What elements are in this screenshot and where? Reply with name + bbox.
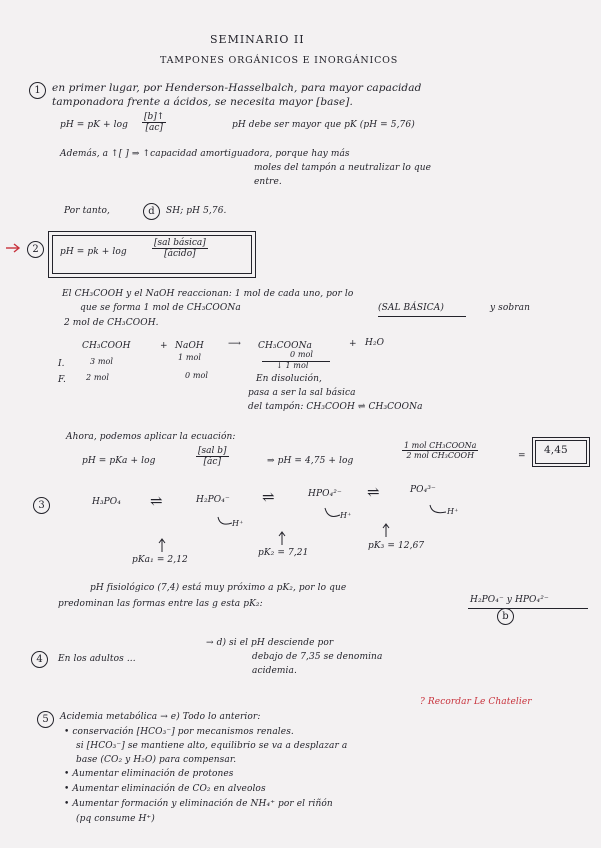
q5-bullet-4: • Aumentar formación y eliminación de NH₄⁺ por el riñón [64, 799, 333, 809]
q2-eq-equals: = [518, 451, 526, 461]
question-3-number: 3 [33, 497, 50, 514]
q4-text-3: debajo de 7,35 se denomina [252, 652, 383, 662]
q5-bullet-1b: si [HCO₃⁻] se mantiene alto, equilibrio se va a desplazar a [76, 741, 348, 751]
q2-paragraph-2a: que se forma 1 mol de CH₃COONa [80, 303, 241, 313]
q2-eq-fraction-2 [402, 441, 478, 460]
reaction-arrow: ⟶ [228, 339, 242, 349]
pka-1: pKa₁ = 2,12 [132, 555, 188, 565]
species-h2po4: H₂PO₄⁻ [196, 495, 230, 505]
q5-heading: Acidemia metabólica → e) Todo lo anterior: [60, 712, 261, 722]
q1-equation-left: pH = pK + log [60, 120, 128, 130]
q2-paragraph-2b: (SAL BÁSICA) [378, 303, 444, 313]
species-hpo4: HPO₄²⁻ [308, 489, 342, 499]
q1-ademas-2: moles del tampón a neutralizar lo que [254, 163, 432, 173]
page-subtitle: TAMPONES ORGÁNICOS E INORGÁNICOS [160, 55, 399, 66]
question-2-number: 2 [27, 241, 44, 258]
q1-line-1: en primer lugar, por Henderson-Hasselbalch, para mayor capacidad [52, 82, 422, 94]
reaction-reactant-2: NaOH [175, 341, 204, 351]
pka-3: pK₃ = 12,67 [368, 541, 425, 551]
initial-acid: 3 mol [90, 357, 114, 366]
q2-box-left: pH = pk + log [60, 247, 127, 257]
q5-bullet-3: • Aumentar eliminación de CO₂ en alveolos [64, 784, 266, 794]
final-naoh: 0 mol [185, 371, 209, 380]
dissolution-2: pasa a ser la sal básica [248, 388, 356, 398]
reaction-plus-1: + [160, 341, 168, 351]
dissolution-1: En disolución, [256, 374, 322, 384]
reaction-product-1: CH₃COONa [258, 341, 313, 351]
equilibrium-arrow-3: ⇌ [367, 483, 380, 501]
q1-fraction-denominator: [ac] [145, 123, 163, 133]
dissolution-3: del tampón: CH₃COOH ⇌ CH₃COONa [248, 402, 423, 412]
q4-text-4: acidemia. [252, 666, 297, 676]
question-4-number: 4 [31, 651, 48, 668]
q2-box-denominator: [ácido] [164, 249, 196, 259]
row-initial-label: I. [58, 359, 65, 369]
q5-bullet-1c: base (CO₂ y H₂O) para compensar. [76, 755, 237, 765]
q4-text-2: → d) si el pH desciende por [206, 638, 334, 648]
q3-answer-circle: b [497, 608, 514, 625]
q2-result: 4,45 [544, 444, 568, 456]
question-1-number: 1 [29, 82, 46, 99]
q2-eq-numerator-2: 1 mol CH₃COONa [404, 441, 477, 450]
q5-bullet-1: • conservación [HCO₃⁻] por mecanismos renales. [64, 727, 294, 737]
proton-1: H⁺ [232, 519, 244, 528]
pka-2: pK₂ = 7,21 [258, 548, 309, 558]
h-release-arrow-1 [218, 517, 232, 524]
reaction-product-2: H₂O [365, 338, 385, 348]
q1-fraction-numerator: [b]↑ [144, 112, 165, 122]
page-title: SEMINARIO II [210, 33, 305, 46]
reaction-plus-2: + [349, 339, 357, 349]
q1-por-tanto: Por tanto, [64, 206, 110, 216]
q5-bullet-2: • Aumentar eliminación de protones [64, 769, 234, 779]
final-product: ↓ 1 mol [276, 361, 309, 370]
reaction-reactant-1: CH₃COOH [82, 341, 131, 351]
q1-line-2: tamponadora frente a ácidos, se necesita mayor [base]. [52, 96, 353, 108]
q2-box-fraction [152, 238, 208, 259]
q3-line-2b: H₂PO₄⁻ y HPO₄²⁻ [470, 595, 549, 605]
q2-paragraph-1: El CH₃COOH y el NaOH reaccionan: 1 mol de cada uno, por lo [62, 289, 354, 299]
q1-answer-circle: d [143, 203, 160, 220]
proton-2: H⁺ [340, 511, 352, 520]
species-h3po4: H₃PO₄ [92, 497, 121, 507]
initial-product: 0 mol [290, 350, 314, 359]
row-final-label: F. [58, 375, 66, 385]
q2-eq-numerator-1: [sal b] [198, 446, 227, 456]
q2-box-numerator: [sal básica] [154, 238, 206, 248]
h-release-arrow-2 [325, 508, 340, 516]
q5-bullet-4b: (pq consume H⁺) [76, 814, 155, 824]
q2-eq-denominator-2: 2 mol CH₃COOH [406, 451, 475, 460]
q1-answer-text: SH; pH 5,76. [166, 206, 227, 216]
q2-eq-denominator-1: [ác] [203, 457, 221, 467]
q3-line-1: pH fisiológico (7,4) está muy próximo a pK₂, por lo que [90, 583, 347, 593]
q2-ahora: Ahora, podemos aplicar la ecuación: [66, 432, 236, 442]
species-po4: PO₄³⁻ [410, 485, 436, 495]
q2-eq-middle: ⇒ pH = 4,75 + log [267, 456, 354, 466]
q1-equation-right: pH debe ser mayor que pK (pH = 5,76) [232, 120, 415, 130]
q3-line-2a: predominan las formas entre las g esta pK₂: [58, 599, 263, 609]
q1-ademas-3: entre. [254, 177, 282, 187]
final-acid: 2 mol [86, 373, 110, 382]
equilibrium-arrow-2: ⇌ [262, 488, 275, 506]
proton-3: H⁺ [447, 507, 459, 516]
initial-naoh: 1 mol [178, 353, 202, 362]
h-release-arrow-3 [430, 505, 446, 513]
q4-text-1: En los adultos ... [58, 654, 136, 664]
q2-eq-left: pH = pKa + log [82, 456, 156, 466]
q5-red-note: ? Recordar Le Chatelier [420, 697, 532, 707]
equilibrium-arrow-1: ⇌ [150, 492, 163, 510]
question-5-number: 5 [37, 711, 54, 728]
q2-paragraph-3: 2 mol de CH₃COOH. [64, 318, 159, 328]
q2-eq-fraction-1 [196, 446, 229, 467]
q2-paragraph-2c: y sobran [490, 303, 531, 313]
q1-equation-fraction [142, 112, 166, 133]
q1-ademas-1: Además, a ↑[ ] ⇒ ↑capacidad amortiguadora, porque hay más [60, 149, 350, 159]
